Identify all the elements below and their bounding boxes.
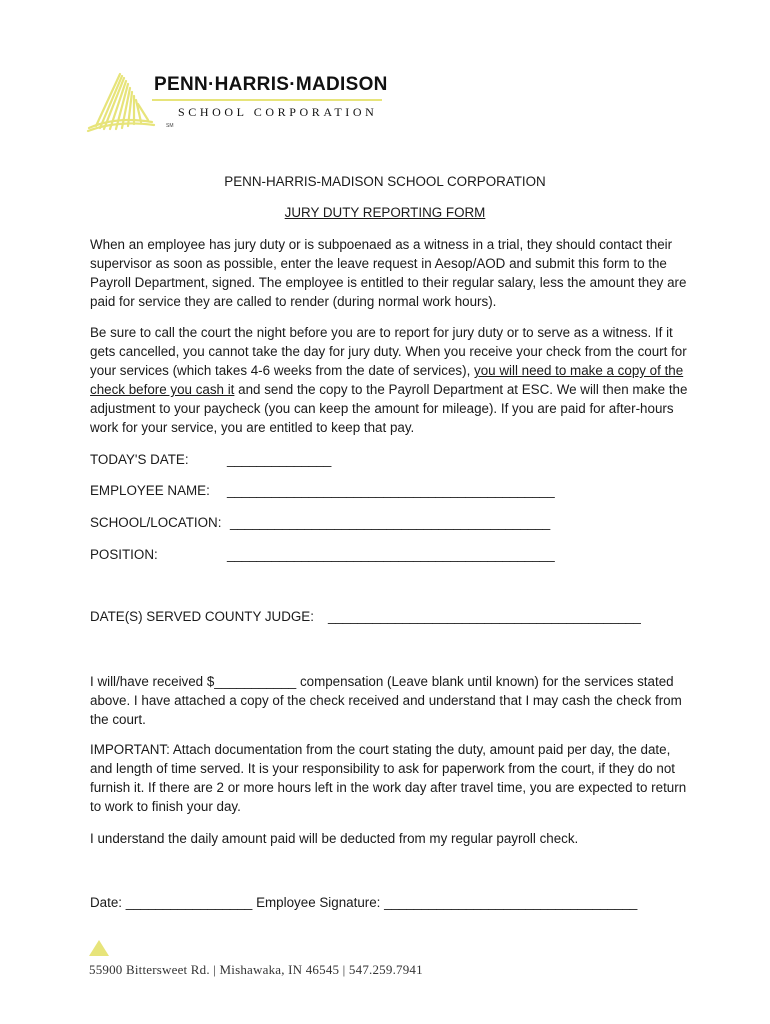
school-location-field[interactable]: ___________________________________________ bbox=[230, 515, 551, 530]
todays-date-row bbox=[90, 450, 332, 469]
logo-brand-name: PENN·HARRIS·MADISON bbox=[154, 74, 388, 95]
employee-name-row bbox=[90, 481, 555, 500]
logo-service-mark: SM bbox=[166, 123, 174, 129]
form-title bbox=[90, 203, 680, 222]
instructions-text-a: Be sure to call the court the night before you are to report for jury duty or to serve as a witness. If it gets cancelled, you cannot take the day for jury duty. When you receive your check from the court for your services (which takes 4-6 weeks from the date of services), bbox=[90, 325, 687, 378]
logo-divider bbox=[152, 99, 382, 101]
instructions-paragraph bbox=[90, 323, 690, 437]
compensation-amount-field[interactable]: ___________ bbox=[214, 674, 297, 689]
form-title-text: JURY DUTY REPORTING FORM bbox=[284, 205, 486, 220]
org-heading: PENN-HARRIS-MADISON SCHOOL CORPORATION bbox=[224, 174, 546, 189]
dates-served-field[interactable]: __________________________________________ bbox=[328, 609, 641, 624]
footer-address: 55900 Bittersweet Rd. | Mishawaka, IN 46545 | 547.259.7941 bbox=[89, 962, 423, 977]
intro-paragraph: When an employee has jury duty or is subpoenaed as a witness in a trial, they should contact their supervisor as soon as possible, enter the leave request in Aesop/AOD and submit this form to the Payroll Department, signed. The employee is entitled to their regular salary, less the amount they are paid for service they are called to render (during normal work hours). bbox=[90, 237, 687, 309]
instructions-underlined: you will need to make a copy of the check before you cash it bbox=[90, 363, 684, 397]
school-location-label: SCHOOL/LOCATION: bbox=[90, 515, 222, 530]
logo-subtitle: SCHOOL CORPORATION bbox=[178, 105, 378, 119]
position-field[interactable]: ____________________________________________ bbox=[227, 547, 555, 562]
employee-signature-label: Employee Signature: bbox=[256, 895, 381, 910]
signature-date-label: Date: bbox=[90, 895, 123, 910]
employee-name-field[interactable]: ____________________________________________ bbox=[227, 483, 555, 498]
position-label: POSITION: bbox=[90, 547, 158, 562]
important-paragraph: IMPORTANT: Attach documentation from the court stating the duty, amount paid per day, the date, and length of time served. It is your responsibility to ask for paperwork from the court, if they do not furnish it. If there are 2 or more hours left in the work day after travel time, you are expected to return to work to finish your day. bbox=[90, 742, 687, 814]
todays-date-label: TODAY'S DATE: bbox=[90, 452, 189, 467]
dates-served-label: DATE(S) SERVED COUNTY JUDGE: bbox=[90, 609, 314, 624]
compensation-paragraph bbox=[90, 672, 690, 729]
employee-signature-field[interactable]: __________________________________ bbox=[384, 895, 638, 910]
acknowledgement-text: I understand the daily amount paid will be deducted from my regular payroll check. bbox=[90, 831, 579, 846]
signature-date-field[interactable]: _________________ bbox=[125, 895, 253, 910]
phm-logo bbox=[86, 68, 406, 134]
footer-triangle-icon bbox=[89, 940, 109, 956]
compensation-text-b: compensation (Leave blank until known) for the services stated above. I have attached a copy of the check received and understand that I may cash the check from the court. bbox=[90, 674, 682, 727]
employee-name-label: EMPLOYEE NAME: bbox=[90, 483, 210, 498]
signature-row bbox=[90, 893, 637, 912]
compensation-text-a: I will/have received $ bbox=[90, 674, 215, 689]
instructions-text-b: and send the copy to the Payroll Department at ESC. We will then make the adjustment to your paycheck (you can keep the amount for mileage). If you are paid for after-hours work for your service, you are entitled to keep that pay. bbox=[90, 382, 688, 435]
todays-date-field[interactable]: ______________ bbox=[227, 452, 332, 467]
dates-served-row bbox=[90, 607, 641, 626]
phm-logo-mark-icon bbox=[86, 68, 156, 134]
school-location-row bbox=[90, 513, 551, 532]
position-row bbox=[90, 545, 555, 564]
